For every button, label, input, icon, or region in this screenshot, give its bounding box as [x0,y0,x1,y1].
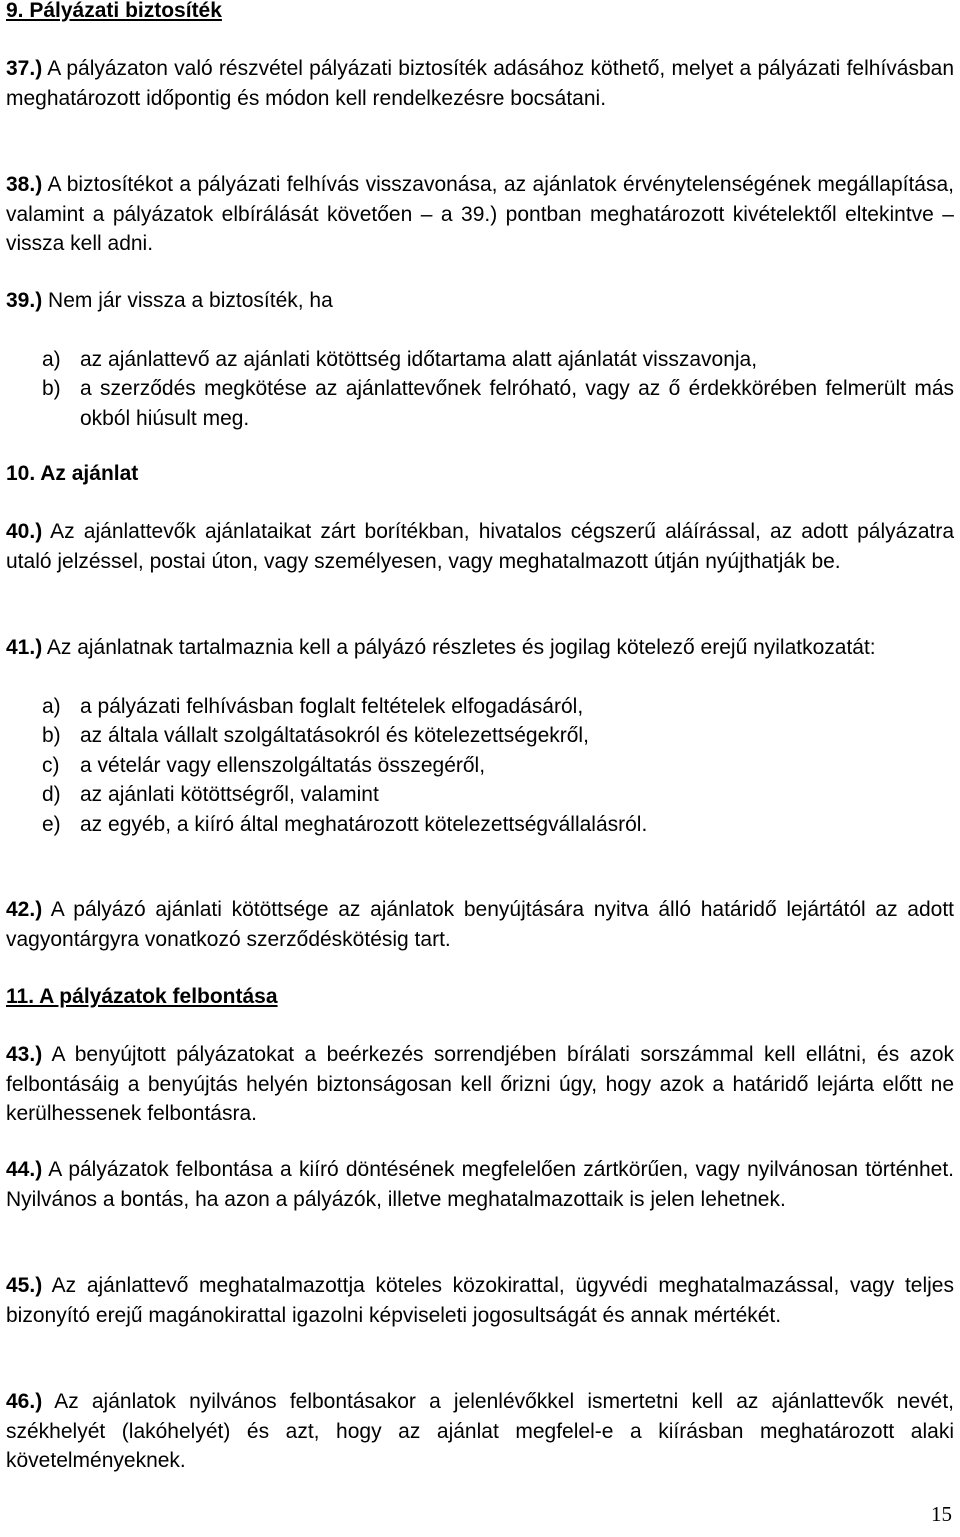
paragraph-text: A biztosítékot a pályázati felhívás visszavonása, az ajánlatok érvénytelenségének megállapítása, valamint a pályázatok elbírálását követően – a 39.) pontban meghatározott kivételektől eltekintve – vissza kell adni. [6,173,954,255]
paragraph-text: A pályázatok felbontása a kiíró döntésének megfelelően zártkörűen, vagy nyilvánosan történhet. Nyilvános a bontás, ha azon a pályázók, illetve meghatalmazottaik is jelen lehetnek. [6,1158,954,1211]
paragraph-text: Az ajánlatnak tartalmaznia kell a pályázó részletes és jogilag kötelező erejű nyilatkozatát: [42,636,876,659]
list-text: a szerződés megkötése az ajánlattevőnek felróható, vagy az ő érdekkörében felmerült más okból hiúsult meg. [80,377,954,430]
list-item [6,374,954,433]
paragraph-number: 45.) [6,1274,43,1297]
list-text: az ajánlattevő az ajánlati kötöttség időtartama alatt ajánlatát visszavonja, [80,347,758,371]
paragraph-41 [6,633,954,839]
paragraph-text: Az ajánlattevő meghatalmazottja köteles közokirattal, ügyvédi meghatalmazással, vagy teljes bizonyító erejű magánokirattal igazolni képviseleti jogosultságát és annak mértékét. [6,1274,954,1327]
list-text: az általa vállalt szolgáltatásokról és kötelezettségekről, [80,724,589,747]
paragraph-number: 38.) [6,173,43,196]
paragraph-39-intro [6,286,954,316]
list-marker: c) [42,753,60,777]
paragraph-text: A benyújtott pályázatokat a beérkezés sorrendjében bírálati sorszámmal kell ellátni, és azok felbontásáig a benyújtás helyén biztonságosan kell őrizni úgy, hogy azok a határidő lejárta előtt ne kerülhessenek felbontásra. [6,1043,954,1125]
list-marker: d) [42,783,61,806]
paragraph-number: 37.) [6,57,43,80]
list-item [6,345,954,375]
paragraph-number: 43.) [6,1043,43,1066]
paragraph-text: Az ajánlattevők ajánlataikat zárt borítékban, hivatalos cégszerű aláírással, az adott pályázatra utaló jelzéssel, postai úton, vagy személyesen, vagy meghatalmazott útján nyújthatják be. [6,520,954,573]
paragraph-46 [6,1387,954,1476]
list-text: a pályázati felhívásban foglalt feltételek elfogadásáról, [80,694,584,718]
list-marker: a) [42,347,61,371]
list-marker: e) [42,812,61,836]
paragraph-37 [6,54,954,113]
list-item [6,780,954,810]
paragraph-41-list [6,692,954,840]
section-heading-10: 10. Az ajánlat [6,462,139,485]
paragraph-40 [6,517,954,576]
list-item [6,810,954,840]
paragraph-44 [6,1155,954,1214]
list-text: az ajánlati kötöttségről, valamint [80,783,379,806]
paragraph-43 [6,1040,954,1129]
paragraph-41-intro [6,633,954,663]
paragraph-38 [6,170,954,259]
page-number: 15 [931,1502,952,1526]
paragraph-text: A pályázaton való részvétel pályázati biztosíték adásához köthető, melyet a pályázati felhívásban meghatározott időpontig és módon kell rendelkezésre bocsátani. [6,57,954,110]
paragraph-number: 41.) [6,636,43,659]
list-text: a vételár vagy ellenszolgáltatás összegéről, [80,753,486,777]
list-marker: a) [42,694,61,718]
list-item [6,692,954,722]
paragraph-45 [6,1271,954,1330]
paragraph-42 [6,895,954,954]
paragraph-39-list [6,345,954,434]
list-marker: b) [42,377,61,400]
section-heading-9: 9. Pályázati biztosíték [6,0,222,22]
list-item [6,751,954,781]
section-heading-11: 11. A pályázatok felbontása [6,985,278,1008]
paragraph-number: 40.) [6,520,43,543]
list-text: az egyéb, a kiíró által meghatározott kötelezettségvállalásról. [80,812,648,836]
paragraph-text: A pályázó ajánlati kötöttsége az ajánlatok benyújtására nyitva álló határidő lejártától az adott vagyontárgyra vonatkozó szerződéskötésig tart. [6,898,954,951]
paragraph-number: 42.) [6,898,43,921]
paragraph-39 [6,286,954,433]
list-item [6,721,954,751]
list-marker: b) [42,724,61,747]
paragraph-text: Az ajánlatok nyilvános felbontásakor a jelenlévőkkel ismertetni kell az ajánlattevők nevét, székhelyét (lakóhelyét) és azt, hogy az ajánlat megfelel-e a kiírásban meghatározott alaki követelményeknek. [6,1390,954,1472]
paragraph-text: Nem jár vissza a biztosíték, ha [42,289,333,312]
paragraph-number: 46.) [6,1390,43,1413]
paragraph-number: 39.) [6,289,43,312]
paragraph-number: 44.) [6,1158,43,1181]
